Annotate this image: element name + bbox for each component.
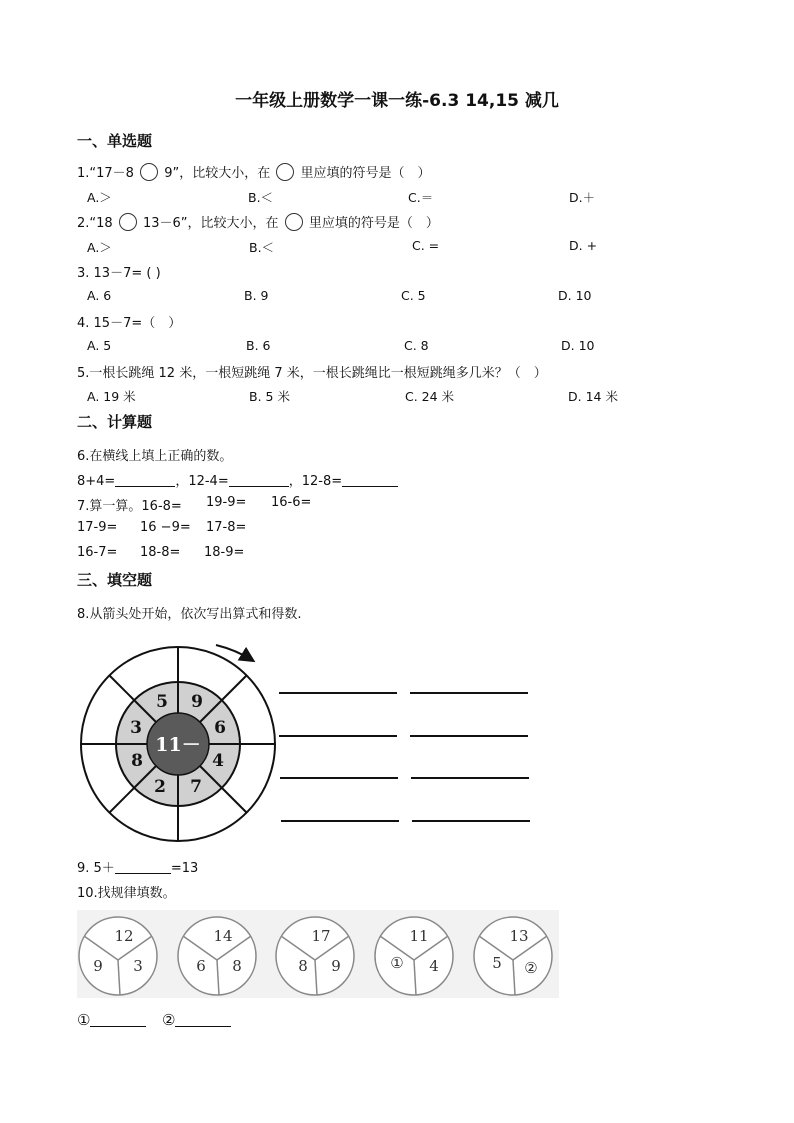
q2-blank-circle[interactable]: [119, 213, 137, 231]
q1-circle-symbol: [276, 163, 294, 181]
q8-answer-line[interactable]: [410, 692, 528, 694]
q6-part-3: ，12-8=: [288, 474, 343, 489]
section-heading-single-choice: 一、单选题: [77, 132, 153, 150]
wheel-number: 9: [191, 692, 203, 712]
q3-option-a[interactable]: A. 6: [87, 288, 112, 303]
q8-answer-line[interactable]: [279, 692, 397, 694]
q5-option-b[interactable]: B. 5 米: [249, 389, 290, 404]
q1-option-b[interactable]: B.＜: [248, 190, 274, 205]
q8-answer-line[interactable]: [412, 820, 530, 822]
q7-item: 16-8=: [141, 499, 182, 514]
q3-option-b[interactable]: B. 9: [244, 288, 269, 303]
q2-option-a[interactable]: A.＞: [87, 240, 112, 255]
q7-item: 19-9=: [206, 495, 247, 510]
q7-item: 16-6=: [271, 495, 312, 510]
wheel-number: 6: [214, 718, 226, 738]
q6-part-2: ，12-4=: [175, 474, 229, 489]
circle-2-top: 14: [213, 927, 233, 945]
q1-option-a[interactable]: A.＞: [87, 190, 112, 205]
subtraction-wheel: [70, 636, 290, 846]
q4-option-a[interactable]: A. 5: [87, 338, 112, 353]
q8-answer-line[interactable]: [279, 735, 397, 737]
q2-option-c[interactable]: C. =: [412, 238, 440, 253]
q9-answer-blank[interactable]: [115, 861, 171, 874]
question-2: [77, 212, 439, 231]
circle-4-left: ①: [390, 954, 404, 972]
circle-3-left: 8: [298, 957, 308, 975]
q5-option-a[interactable]: A. 19 米: [87, 389, 136, 404]
wheel-number: 4: [212, 751, 224, 771]
q7-row-1: [77, 495, 182, 514]
q9-text-pre: 9. 5＋: [77, 861, 115, 876]
q8-answer-line[interactable]: [410, 735, 528, 737]
wheel-number: 3: [130, 718, 142, 738]
circle-5-left: 5: [492, 954, 502, 972]
question-6: 6.在横线上填上正确的数。: [77, 449, 233, 464]
q6-blanks-row: [77, 470, 398, 489]
q7-item: 17-9=: [77, 520, 118, 535]
circle-4-top: 11: [409, 927, 429, 945]
q3-option-d[interactable]: D. 10: [558, 288, 592, 303]
q1-text-pre: 1.“17－8: [77, 166, 134, 181]
q6-answer-blank-2[interactable]: [229, 474, 289, 487]
q1-option-c[interactable]: C.＝: [408, 190, 434, 205]
q9-text-post: =13: [170, 861, 199, 876]
circle-2-left: 6: [196, 957, 206, 975]
q6-part-1: 8+4=: [77, 474, 116, 489]
q3-option-c[interactable]: C. 5: [401, 288, 426, 303]
circle-5-right: ②: [524, 959, 538, 977]
question-5: 5.一根长跳绳 12 米，一根短跳绳 7 米，一根长跳绳比一根短跳绳多几米？（ ）: [77, 366, 547, 381]
center-label: 11－: [155, 734, 201, 756]
question-1: [77, 162, 431, 181]
q7-item: 18-8=: [140, 545, 181, 560]
question-10: 10.找规律填数。: [77, 886, 176, 901]
question-8: 8.从箭头处开始，依次写出算式和得数.: [77, 607, 302, 622]
section-heading-calculation: 二、计算题: [77, 413, 153, 431]
question-4: 4. 15－7=（ ）: [77, 316, 182, 331]
wheel-number: 5: [156, 692, 168, 712]
q2-text-pre: 2.“18: [77, 216, 113, 231]
q4-option-c[interactable]: C. 8: [404, 338, 429, 353]
wheel-number: 8: [131, 751, 143, 771]
q7-item: 16 −9=: [140, 520, 191, 535]
q1-blank-circle[interactable]: [140, 163, 158, 181]
q1-text-post: 里应填的符号是（ ）: [300, 166, 431, 181]
circle-5-top: 13: [509, 927, 529, 945]
q7-item: 17-8=: [206, 520, 247, 535]
q5-option-c[interactable]: C. 24 米: [405, 389, 455, 404]
q10-answer-label-1: ①: [77, 1011, 91, 1029]
q5-option-d[interactable]: D. 14 米: [568, 389, 618, 404]
section-heading-fill-in: 三、填空题: [77, 571, 153, 589]
circle-1-left: 9: [93, 957, 103, 975]
q10-answer-label-2: ②: [162, 1011, 176, 1029]
q2-option-b[interactable]: B.＜: [249, 240, 275, 255]
q10-answers: [77, 1011, 231, 1029]
circle-3-top: 17: [311, 927, 331, 945]
q7-item: 18-9=: [204, 545, 245, 560]
q4-option-d[interactable]: D. 10: [561, 338, 595, 353]
circle-2-right: 8: [232, 957, 242, 975]
q10-answer-blank-2[interactable]: [175, 1012, 231, 1027]
pattern-circles: [77, 910, 559, 998]
circle-1-top: 12: [114, 927, 134, 945]
wheel-number: 7: [190, 777, 202, 797]
q8-answer-line[interactable]: [280, 777, 398, 779]
q2-text-mid: 13－6”，比较大小，在: [142, 216, 279, 231]
circle-3-right: 9: [331, 957, 341, 975]
question-9: [77, 857, 198, 876]
q8-answer-line[interactable]: [281, 820, 399, 822]
circle-4-right: 4: [429, 957, 439, 975]
q2-text-post: 里应填的符号是（ ）: [308, 216, 439, 231]
q8-answer-line[interactable]: [411, 777, 529, 779]
q10-answer-blank-1[interactable]: [90, 1012, 146, 1027]
q4-option-b[interactable]: B. 6: [246, 338, 271, 353]
q1-option-d[interactable]: D.＋: [569, 190, 596, 205]
circle-1-right: 3: [133, 957, 143, 975]
q2-option-d[interactable]: D. +: [569, 238, 598, 253]
question-3: 3. 13－7= ( ): [77, 266, 161, 281]
q6-answer-blank-3[interactable]: [342, 474, 398, 487]
q2-circle-symbol: [285, 213, 303, 231]
q6-answer-blank-1[interactable]: [115, 474, 175, 487]
q1-text-mid: 9”，比较大小，在: [164, 166, 271, 181]
q7-item: 16-7=: [77, 545, 118, 560]
q7-lead: 7.算一算。: [77, 499, 142, 514]
wheel-number: 2: [154, 777, 166, 797]
page-title: 一年级上册数学一课一练-6.3 14,15 减几: [235, 91, 559, 111]
